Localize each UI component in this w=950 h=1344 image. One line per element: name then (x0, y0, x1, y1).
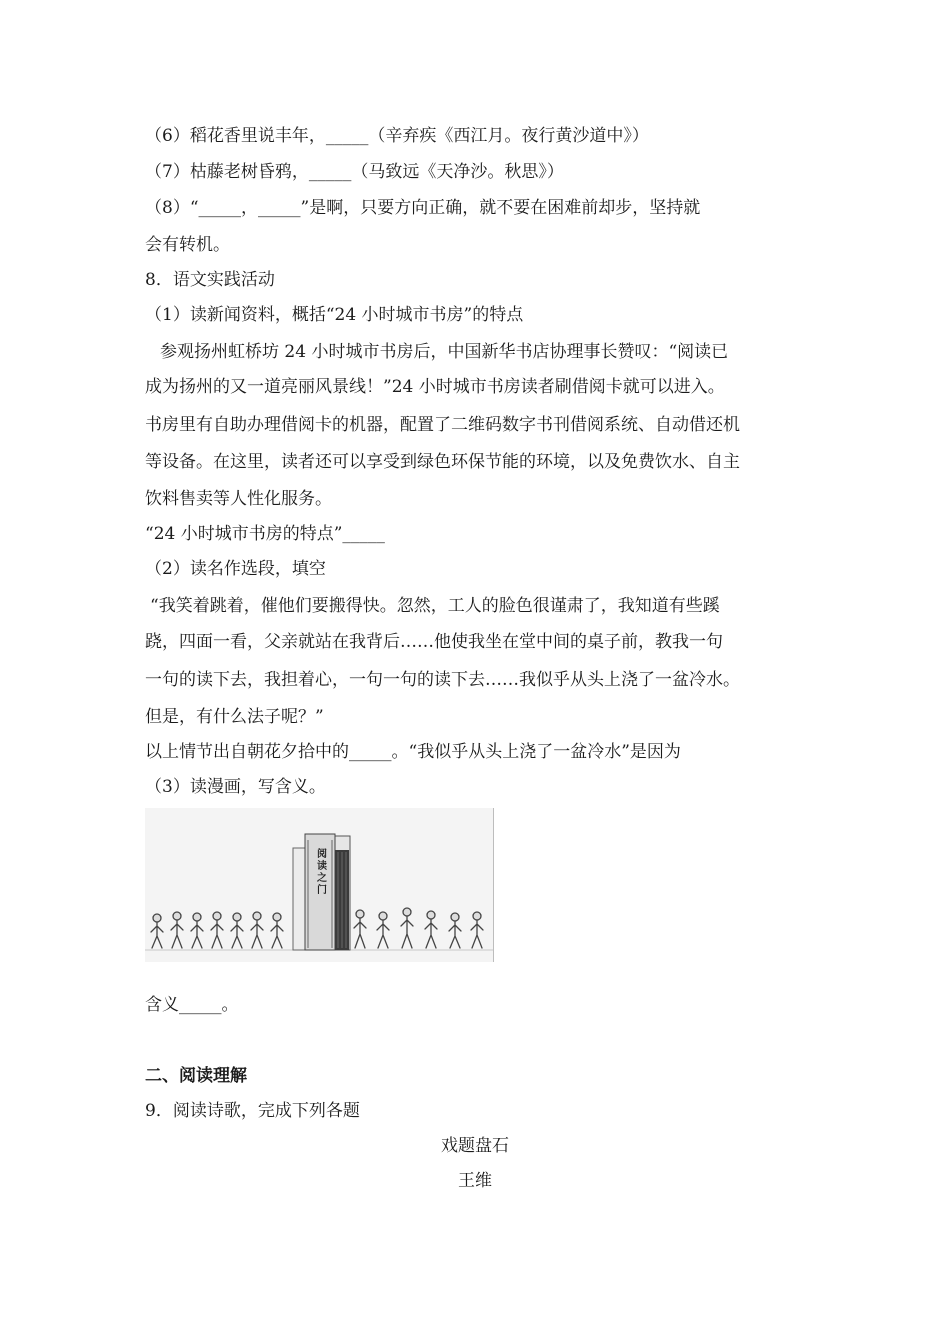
excerpt-line1: “我笑着跳着，催他们要搬得快。忽然，工人的脸色很谨肃了，我知道有些蹊 (150, 596, 720, 616)
fill-blank-8-line2: 会有转机。 (145, 235, 230, 255)
news-paragraph-line2: 成为扬州的又一道亮丽风景线！”24 小时城市书房读者刷借阅卡就可以进入。 (145, 377, 725, 397)
news-paragraph-line3: 书房里有自助办理借阅卡的机器，配置了二维码数字书刊借阅系统、自动借还机 (145, 415, 740, 435)
section-heading-reading: 二、阅读理解 (145, 1066, 247, 1086)
answer-8-1: “24 小时城市书房的特点”_____ (145, 524, 385, 544)
question-8-1-prompt: （1）读新闻资料，概括“24 小时城市书房”的特点 (145, 305, 524, 325)
news-paragraph-line5: 饮料售卖等人性化服务。 (145, 489, 332, 509)
excerpt-line4: 但是，有什么法子呢？” (145, 707, 324, 727)
fill-blank-6: （6）稻花香里说丰年，_____（辛弃疾《西江月。夜行黄沙道中》） (145, 126, 649, 146)
question-8-3-prompt: （3）读漫画，写含义。 (145, 777, 326, 797)
answer-8-3-meaning: 含义_____。 (145, 995, 239, 1015)
excerpt-line2: 跷，四面一看，父亲就站在我背后……他使我坐在堂中间的桌子前，教我一句 (145, 632, 723, 652)
answer-8-2: 以上情节出自朝花夕拾中的_____。“我似乎从头上浇了一盆冷水”是因为 (145, 742, 681, 762)
question-8-2-prompt: （2）读名作选段，填空 (145, 559, 326, 579)
news-paragraph-line1: 参观扬州虹桥坊 24 小时城市书房后，中国新华书店协理事长赞叹：“阅读已 (160, 342, 729, 362)
question-9-prompt: 9．阅读诗歌，完成下列各题 (145, 1101, 360, 1121)
tower-label: 阅读之门 (314, 848, 326, 896)
poem-author: 王维 (458, 1171, 492, 1191)
poem-title: 戏题盘石 (441, 1136, 509, 1156)
question-8-title: 8．语文实践活动 (145, 270, 275, 290)
reading-gate-cartoon (145, 808, 494, 962)
excerpt-line3: 一句的读下去，我担着心，一句一句的读下去……我似乎从头上浇了一盆冷水。 (145, 670, 740, 690)
news-paragraph-line4: 等设备。在这里，读者还可以享受到绿色环保节能的环境，以及免费饮水、自主 (145, 452, 740, 472)
fill-blank-8-line1: （8）“_____，_____”是啊，只要方向正确，就不要在困难前却步，坚持就 (145, 198, 701, 218)
fill-blank-7: （7）枯藤老树昏鸦，_____（马致远《天净沙。秋思》） (145, 162, 564, 182)
